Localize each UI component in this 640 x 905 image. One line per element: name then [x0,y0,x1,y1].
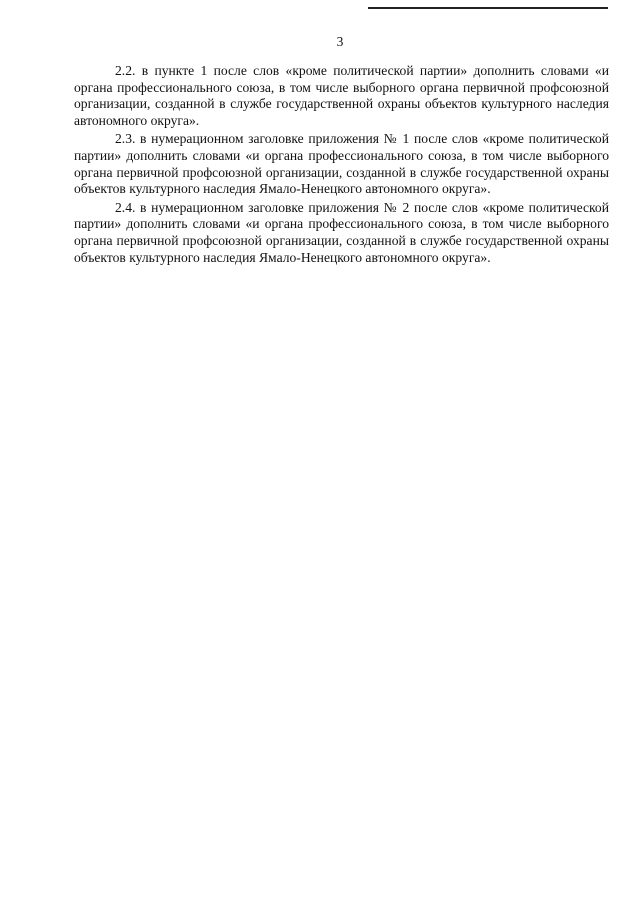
document-body [74,63,609,268]
paragraph-2-3: 2.3. в нумерационном заголовке приложения № 1 после слов «кроме политической партии» дополнить словами «и органа профессионального союза, в том числе выборного органа первичной профсоюзной организации, созданной в службе государственной охраны объектов культурного наследия Ямало-Ненецкого автономного округа». [74,131,609,197]
top-rule [368,7,608,9]
paragraph-2-2: 2.2. в пункте 1 после слов «кроме политической партии» дополнить словами «и органа профессионального союза, в том числе выборного органа первичной профсоюзной организации, созданной в службе государственной охраны объектов культурного наследия автономного округа». [74,63,609,128]
page-number: 3 [336,34,344,49]
paragraph-2-4: 2.4. в нумерационном заголовке приложения № 2 после слов «кроме политической партии» дополнить словами «и органа профессионального союза, в том числе выборного органа первичной профсоюзной организации, созданной в службе государственной охраны объектов культурного наследия Ямало-Ненецкого автономного округа». [74,199,609,265]
